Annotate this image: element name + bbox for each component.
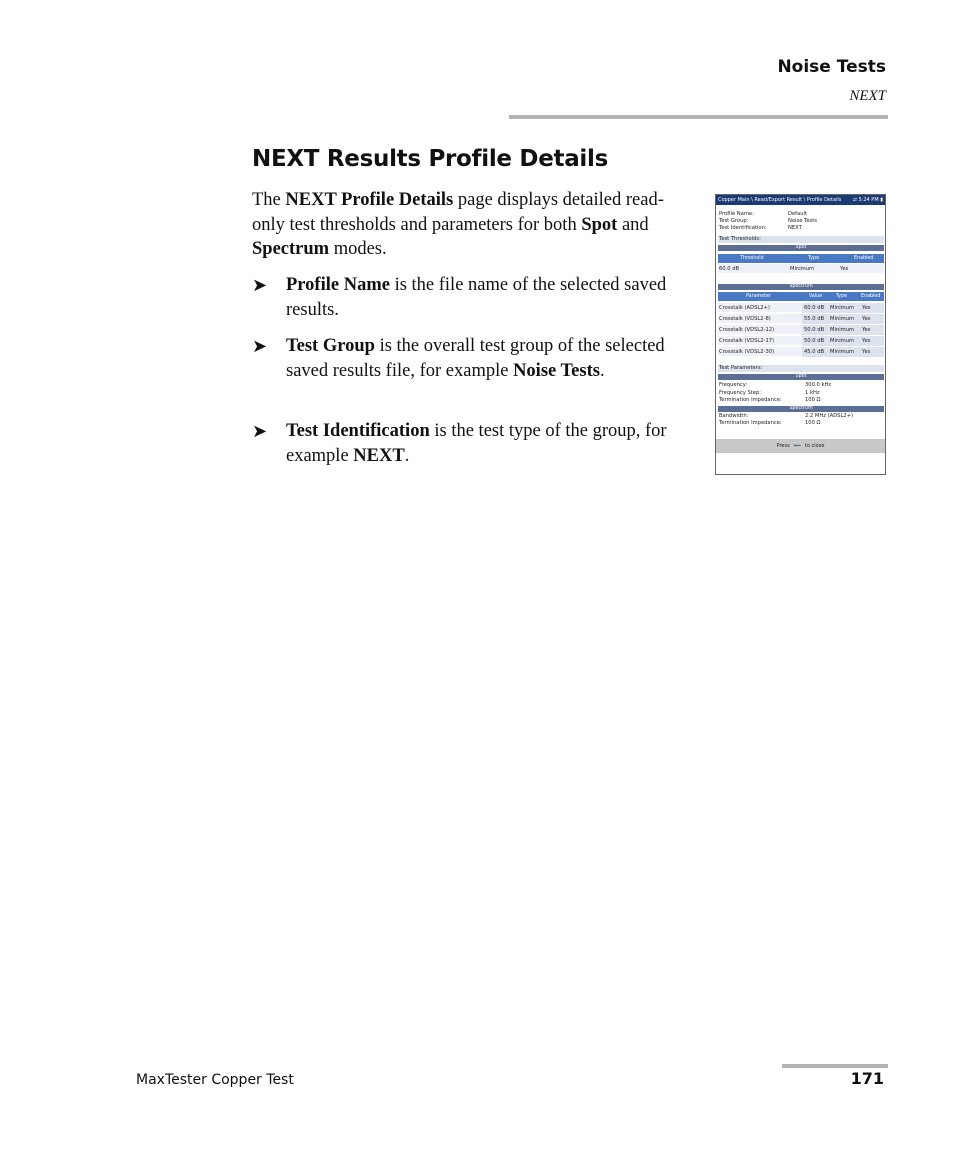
spot-table-header: Threshold Type Enabled [718, 254, 884, 263]
header-subsection: NEXT [849, 88, 886, 104]
spectrum-bar: Spectrum [718, 284, 884, 290]
connection-icon: ⇄ [852, 197, 857, 203]
spectrum-row: Crosstalk (ADSL2+) 60.0 dB Minimum Yes [718, 303, 884, 313]
bullet-arrow-icon: ➤ [252, 336, 268, 356]
screenshot-titlebar [716, 195, 885, 205]
spot-table-row: 60.0 dB Minimum Yes [718, 264, 884, 274]
spectrum-table-header: Parameter Value Type Enabled [718, 292, 884, 301]
bullet-arrow-icon: ➤ [252, 275, 268, 295]
bandwidth-row: Bandwidth: 2.2 MHz (ADSL2+) [719, 413, 854, 419]
params-group: Test Parameters: [718, 365, 884, 372]
profile-name-row: Profile Name: Default [719, 211, 807, 217]
intro-paragraph: The NEXT Profile Details page displays detailed read-only test thresholds and parameters for both Spot and Spectrum modes. [252, 190, 664, 259]
test-id-row: Test Identification: NEXT [719, 225, 802, 231]
header-rule [509, 115, 888, 119]
bullet-text: Test Identification is the test type of the group, for example NEXT. [286, 421, 667, 466]
termination2-row: Termination Impedance: 100 Ω [719, 420, 821, 426]
page-number: 171 [850, 1069, 884, 1088]
page-heading: NEXT Results Profile Details [252, 146, 608, 172]
frequency-row: Frequency: 300.0 kHz [719, 382, 832, 388]
footer-rule [782, 1064, 888, 1068]
test-group-row: Test Group: Noise Tests [719, 218, 817, 224]
spectrum-row: Crosstalk (VDSL2-30) 45.0 dB Minimum Yes [718, 347, 884, 357]
thresholds-group: Test Thresholds: [718, 236, 884, 243]
close-bar[interactable]: Press ⟸ to close [716, 439, 885, 453]
frequency-step-row: Frequency Step: 1 kHz [719, 390, 820, 396]
breadcrumb: Copper Main \ Read/Export Result \ Profile Details [718, 197, 842, 203]
bullet-arrow-icon: ➤ [252, 421, 268, 441]
spectrum-row: Crosstalk (VDSL2-8) 55.0 dB Minimum Yes [718, 314, 884, 324]
footer-doc-title: MaxTester Copper Test [136, 1072, 294, 1088]
battery-icon: ▮ [880, 197, 883, 203]
spot-bar: Spot [718, 245, 884, 251]
spot-params-bar: Spot [718, 374, 884, 380]
back-arrow-icon: ⟸ [793, 443, 801, 449]
spectrum-row: Crosstalk (VDSL2-12) 50.0 dB Minimum Yes [718, 325, 884, 335]
profile-details-screenshot [715, 194, 886, 475]
header-section-title: Noise Tests [777, 57, 886, 77]
bullet-text: Profile Name is the file name of the selected saved results. [286, 275, 667, 320]
bullet-text: Test Group is the overall test group of the selected saved results file, for example Noise Tests. [286, 336, 665, 381]
spectrum-params-bar: Spectrum [718, 406, 884, 412]
spectrum-row: Crosstalk (VDSL2-17) 50.0 dB Minimum Yes [718, 336, 884, 346]
termination-row: Termination Impedance: 100 Ω [719, 397, 821, 403]
clock: 5:24 PM [858, 197, 879, 203]
